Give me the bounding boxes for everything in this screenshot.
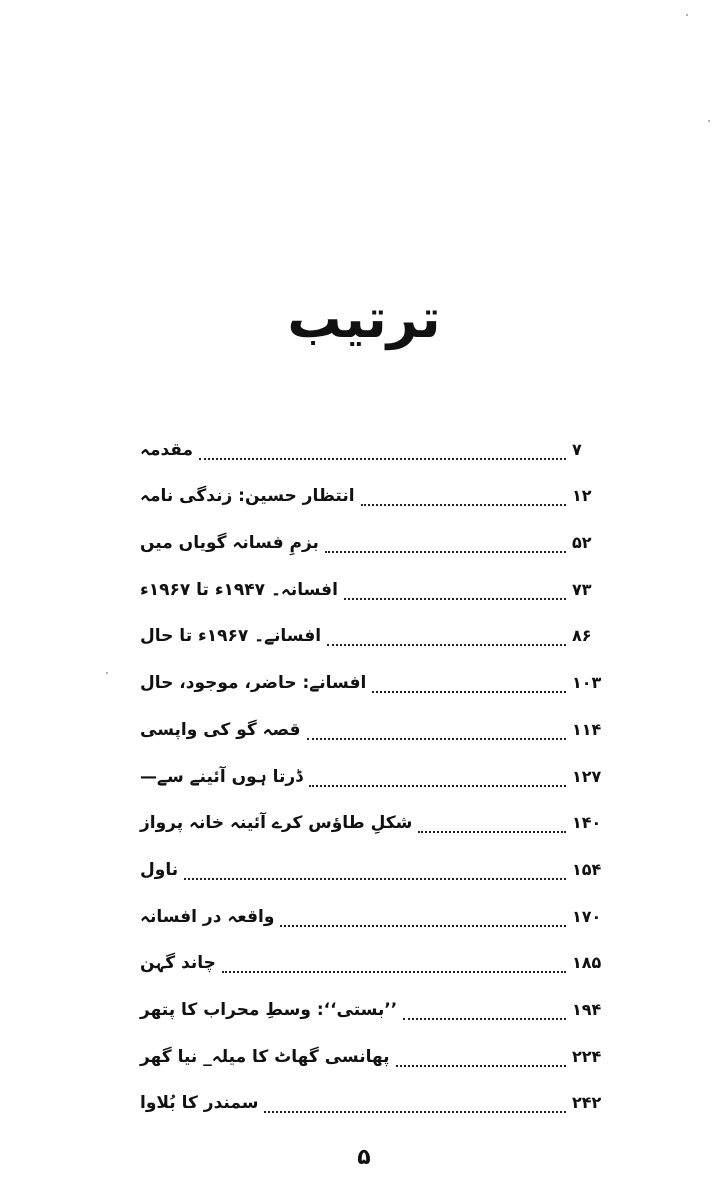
toc-entry-title: افسانے۔ ۱۹۶۷ء تا حال <box>140 626 322 647</box>
toc-entry-title: چاند گہن <box>140 953 216 974</box>
toc-entry-page: ۱۹۴ <box>572 999 602 1019</box>
toc-entry <box>140 889 608 936</box>
toc-entry <box>140 562 608 609</box>
toc-entry-page: ۱۰۳ <box>572 673 602 693</box>
toc-entry <box>140 655 608 702</box>
toc-entry-page: ۱۴۰ <box>572 813 602 833</box>
toc-entry-page: ۱۵۴ <box>572 859 602 879</box>
paper-speck <box>106 672 108 674</box>
toc-entry-page: ۸۶ <box>572 626 592 646</box>
toc-entry-page: ۵۲ <box>572 533 592 553</box>
toc-entry <box>140 515 608 562</box>
toc-leader-dots <box>403 1018 566 1020</box>
toc-entry-page: ۲۲۴ <box>572 1046 602 1066</box>
toc-entry <box>140 936 608 983</box>
toc-entry-title: انتظار حسین: زندگی نامہ <box>140 486 355 507</box>
toc-entry <box>140 422 608 469</box>
toc-leader-dots <box>307 738 566 740</box>
toc-entry-title: قصہ گو کی واپسی <box>140 719 301 740</box>
paper-speck <box>708 120 710 122</box>
paper-speck <box>686 14 688 16</box>
toc-leader-dots <box>222 971 566 973</box>
toc-entry-title: ’’بستی‘‘: وسطِ محراب کا پتھر <box>140 999 398 1020</box>
toc-entry-title: ناول <box>140 859 179 880</box>
toc-leader-dots <box>396 1065 566 1067</box>
toc-leader-dots <box>361 504 566 506</box>
toc-entry <box>140 749 608 796</box>
toc-entry-page: ۱۲۷ <box>572 766 602 786</box>
toc-entry-page: ۲۴۲ <box>572 1093 602 1113</box>
toc-entry-title: افسانے: حاضر، موجود، حال <box>140 673 367 694</box>
toc-entry-page: ۱۲ <box>572 486 592 506</box>
toc-leader-dots <box>309 785 566 787</box>
toc-leader-dots <box>199 458 566 460</box>
toc-entry-title: بزمِ فسانہ گویاں میں <box>140 533 319 554</box>
toc-entry-title: پھانسی گھاٹ کا میلہ_ نیا گھر <box>140 1046 390 1067</box>
toc-entry <box>140 702 608 749</box>
toc-entry <box>140 609 608 656</box>
toc-entry-title: شکلِ طاؤس کرے آئینہ خانہ پرواز <box>140 813 413 834</box>
table-of-contents <box>140 422 608 1122</box>
toc-entry-page: ۷۳ <box>572 579 592 599</box>
toc-leader-dots <box>280 925 566 927</box>
toc-leader-dots <box>184 878 566 880</box>
toc-leader-dots <box>344 598 566 600</box>
toc-entry-title: واقعہ در افسانہ <box>140 906 275 927</box>
toc-leader-dots <box>325 551 566 553</box>
toc-leader-dots <box>418 831 566 833</box>
toc-entry <box>140 796 608 843</box>
toc-entry-page: ۱۸۵ <box>572 953 602 973</box>
toc-entry <box>140 982 608 1029</box>
toc-leader-dots <box>327 644 566 646</box>
toc-entry-page: ۷ <box>572 439 582 459</box>
page-number: ۵ <box>357 1145 371 1170</box>
toc-entry-title: افسانہ۔ ۱۹۴۷ء تا ۱۹۶۷ء <box>140 579 338 600</box>
toc-entry <box>140 469 608 516</box>
toc-entry-title: مقدمہ <box>140 439 194 460</box>
toc-entry-page: ۱۱۴ <box>572 719 602 739</box>
toc-entry <box>140 1029 608 1076</box>
toc-entry-page: ۱۷۰ <box>572 906 602 926</box>
toc-leader-dots <box>264 1111 566 1113</box>
page-title: ترتیب <box>287 287 441 350</box>
toc-entry <box>140 842 608 889</box>
toc-entry-title: سمندر کا بُلاوا <box>140 1093 259 1114</box>
toc-leader-dots <box>372 691 566 693</box>
toc-entry <box>140 1076 608 1123</box>
toc-entry-title: ڈرتا ہوں آئینے سے— <box>140 766 303 787</box>
